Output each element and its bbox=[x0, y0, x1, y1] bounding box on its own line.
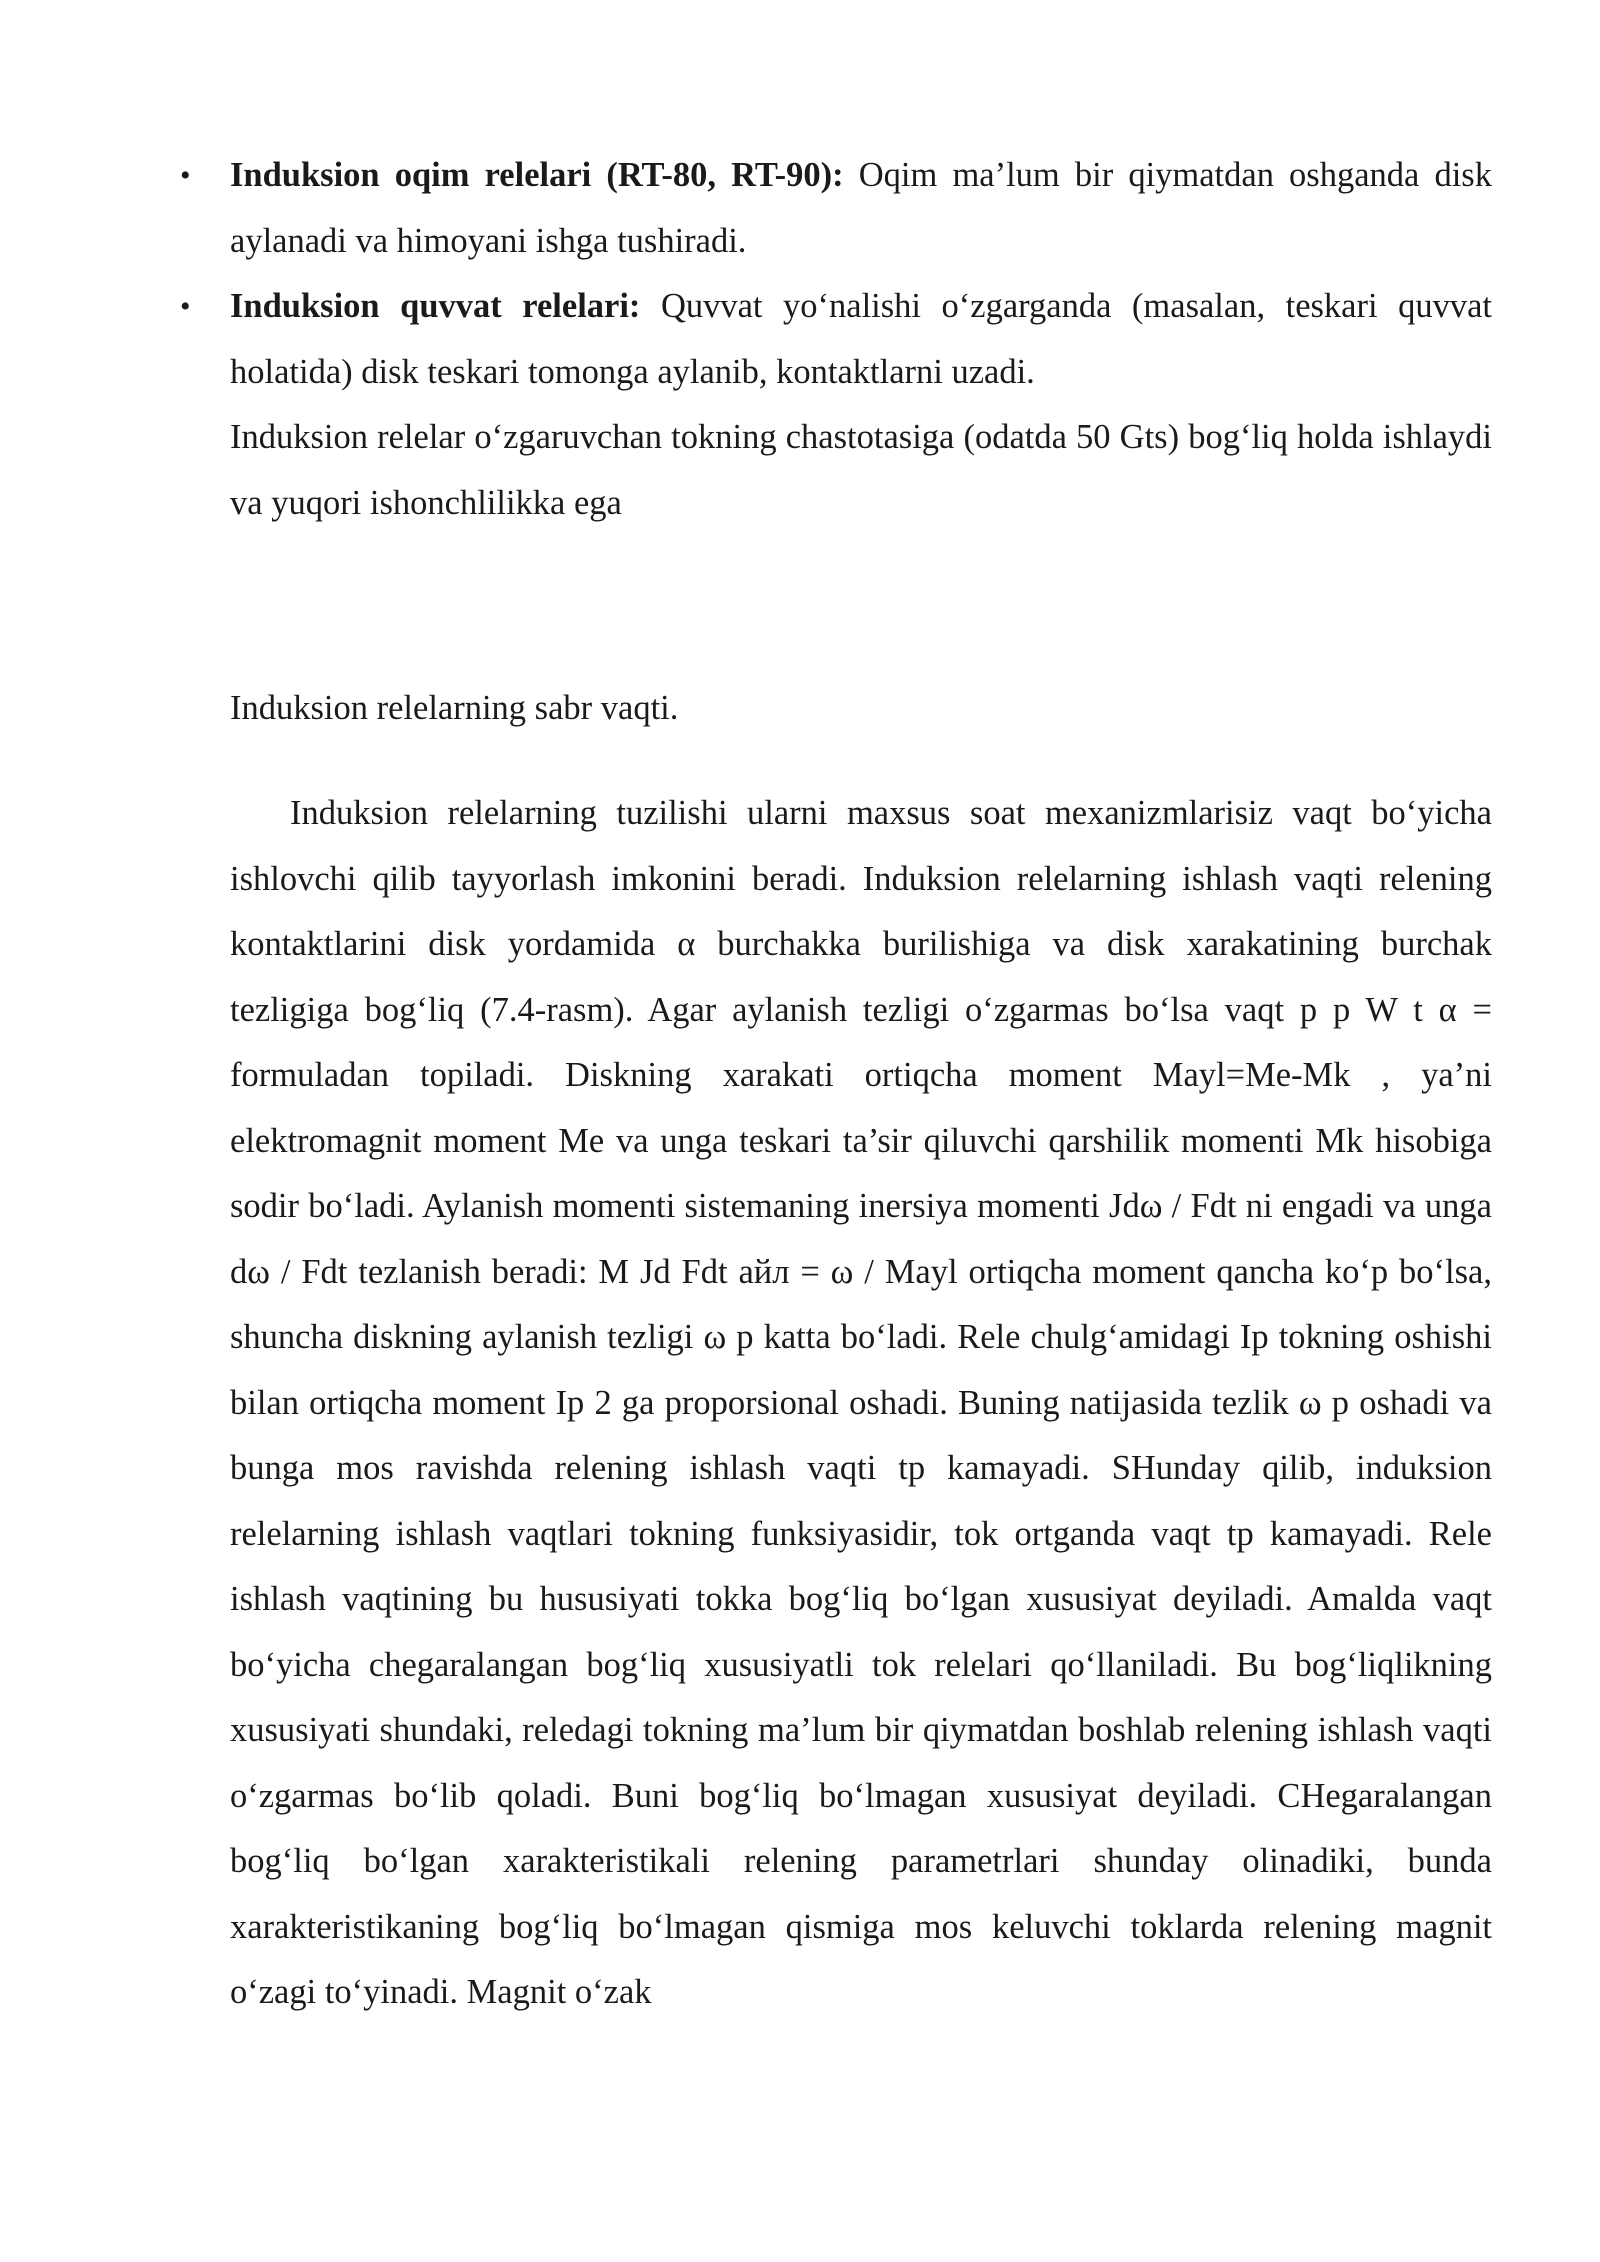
bullet-marker: • bbox=[180, 290, 191, 323]
section-heading: Induksion relelarning sabr vaqti. bbox=[230, 689, 679, 727]
bullet-marker: • bbox=[180, 159, 191, 192]
bullet-text: Quvvat yo‘nalishi o‘zgarganda (masalan, teskari quvvat holatida) disk teskari tomonga aylanib, kontaktlarni uzadi. bbox=[230, 287, 1492, 391]
bullet-item-quvvat-relelari bbox=[180, 274, 1492, 405]
bullet-bold-label: Induksion quvvat relelari: bbox=[230, 287, 641, 325]
bullet-text: Oqim ma’lum bir qiymatdan oshganda disk aylanadi va himoyani ishga tushiradi. bbox=[230, 156, 1492, 260]
body-paragraph: Induksion relelarning tuzilishi ularni maxsus soat mexanizmlarisiz vaqt bo‘yicha ishlovchi qilib tayyorlash imkonini beradi. Induksion relelarning ishlash vaqti relening kontaktlarini disk yordamida α burchakka burilishiga va disk xarakatining burchak tezligiga bog‘liq (7.4-rasm). Agar aylanish tezligi o‘zgarmas bo‘lsa vaqt p p W t α = formuladan topiladi. Diskning xarakati ortiqcha moment Mayl=Me-Mk , ya’ni elektromagnit moment Me va unga teskari ta’sir qiluvchi qarshilik momenti Mk hisobiga sodir bo‘ladi. Aylanish momenti sistemaning inersiya momenti Jdω / Fdt ni engadi va unga dω / Fdt tezlanish beradi: M Jd Fdt айл = ω / Mayl ortiqcha moment qancha ko‘p bo‘lsa, shuncha diskning aylanish tezligi ω p katta bo‘ladi. Rele chulg‘amidagi Ip tokning oshishi bilan ortiqcha moment Ip 2 ga proporsional oshadi. Buning natijasida tezlik ω p oshadi va bunga mos ravishda relening ishlash vaqti tp kamayadi. SHunday qilib, induksion relelarning ishlash vaqtlari tokning funksiyasidir, tok ortganda vaqt tp kamayadi. Rele ishlash vaqtining bu hususiyati tokka bog‘liq bo‘lgan xususiyat deyiladi. Amalda vaqt bo‘yicha chegaralangan bog‘liq xususiyatli tok relelari qo‘llaniladi. Bu bog‘liqlikning xususiyati shundaki, reledagi tokning ma’lum bir qiymatdan boshlab relening ishlash vaqti o‘zgarmas bo‘lib qoladi. Buni bog‘liq bo‘lmagan xususiyat deyiladi. CHegaralangan bog‘liq bo‘lgan xarakteristikali relening parametrlari shunday olinadiki, bunda xarakteristikaning bog‘liq bo‘lmagan qismiga mos keluvchi toklarda relening magnit o‘zagi to‘yinadi. Magnit o‘zak bbox=[230, 794, 1492, 2011]
bullet-list bbox=[180, 143, 1492, 536]
bullet-bold-label: Induksion oqim relelari (RT-80, RT-90): bbox=[230, 156, 844, 194]
bullet-note-paragraph: Induksion relelar o‘zgaruvchan tokning chastotasiga (odatda 50 Gts) bog‘liq holda ishlaydi va yuqori ishonchlilikka ega bbox=[230, 418, 1492, 522]
bullet-item-oqim-relelari bbox=[180, 143, 1492, 274]
